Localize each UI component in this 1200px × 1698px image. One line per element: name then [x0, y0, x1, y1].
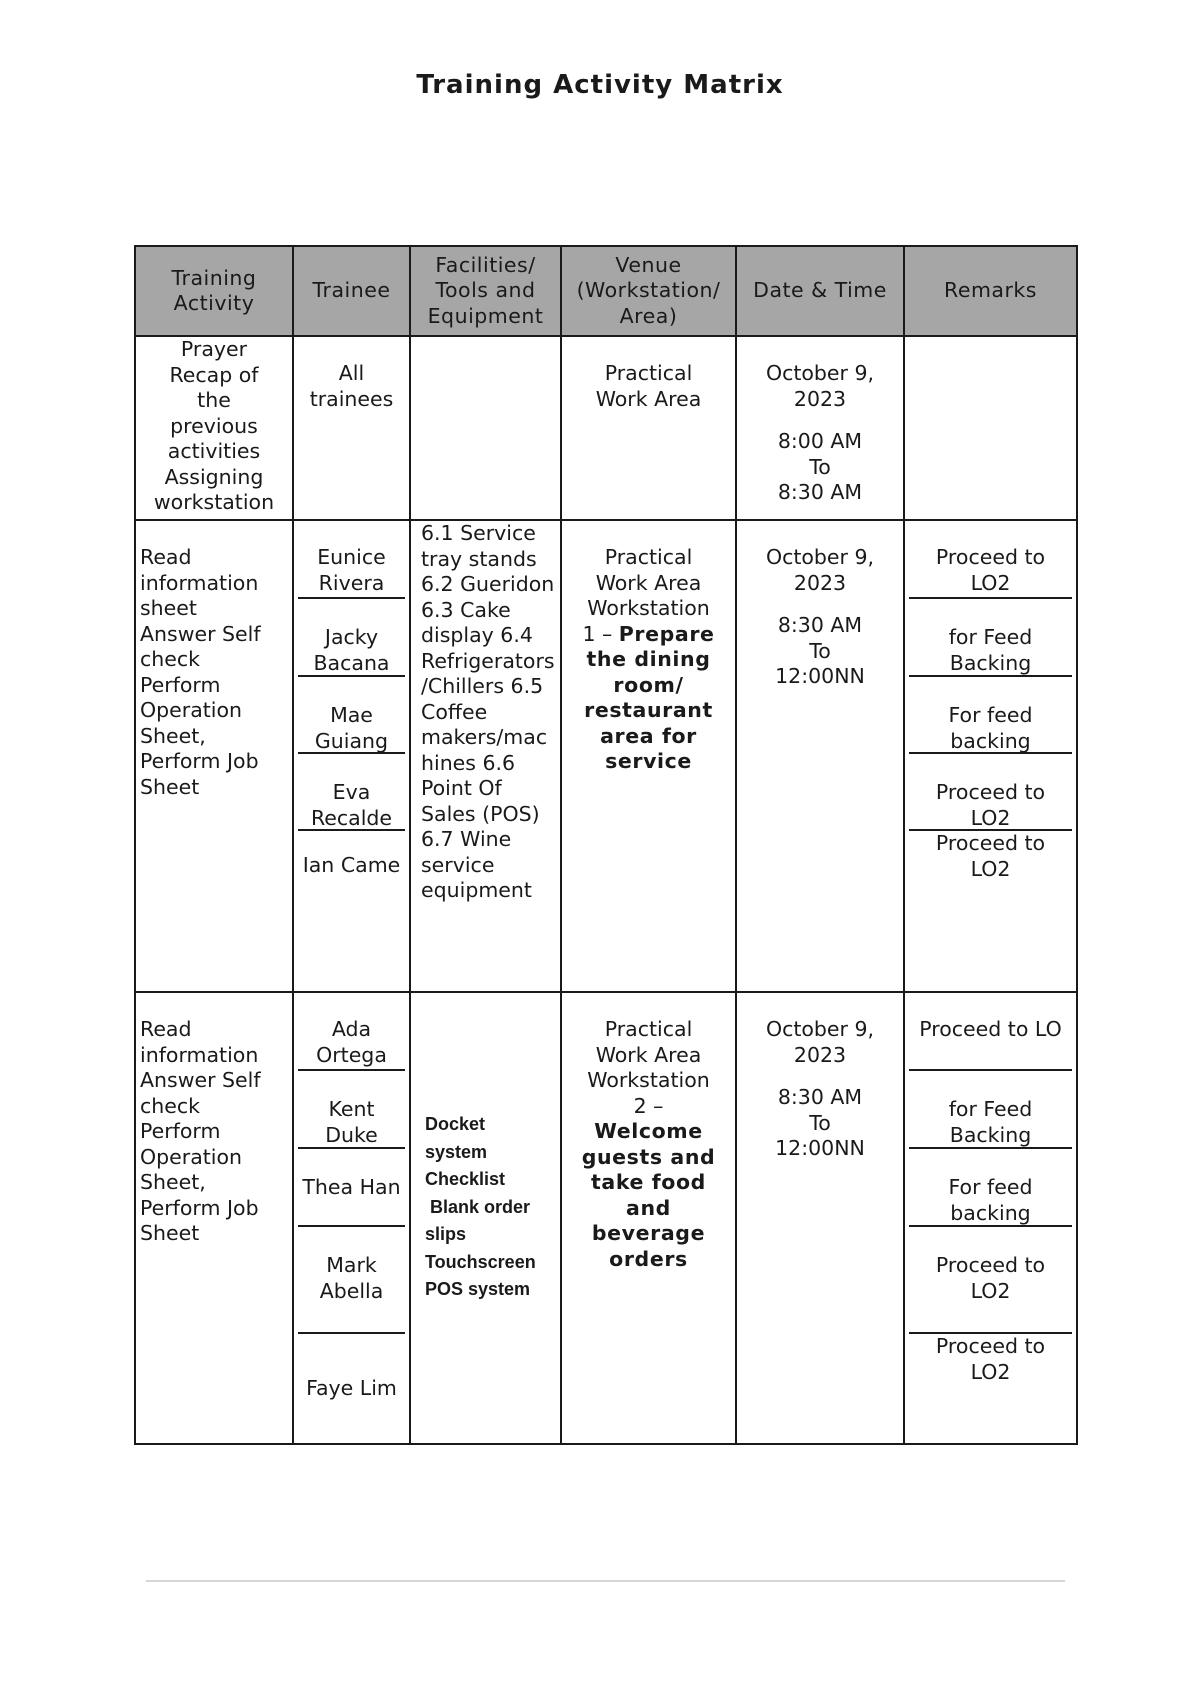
- activity-line: check: [140, 1093, 201, 1118]
- remark-item: Proceed to LO2: [909, 754, 1072, 831]
- activity-cell: [135, 336, 293, 520]
- activity-line: Answer Self: [140, 1068, 261, 1092]
- activity-line: Operation: [140, 1144, 243, 1169]
- time-start: 8:00 AM: [777, 429, 863, 453]
- date-time-cell: [736, 336, 904, 520]
- trainee-name: Kent Duke: [298, 1071, 405, 1149]
- trainee-name: Mark Abella: [298, 1227, 405, 1334]
- venue-line: Workstation: [587, 1068, 710, 1092]
- activity-line: Assigning: [164, 464, 264, 489]
- activity-line: Sheet,: [140, 723, 206, 748]
- facilities-cell: 6.1 Service tray stands 6.2 Gueridon 6.3 Cake display 6.4 Refrigerators/Chillers 6.5 Coffee makers/machines 6.6 Point Of Sales (POS) 6.7 Wine service equipment: [410, 520, 561, 992]
- activity-line: sheet: [140, 596, 197, 620]
- remark-item: For feed backing: [909, 1149, 1072, 1227]
- remark-item: for Feed Backing: [909, 1071, 1072, 1149]
- activity-line: Read: [140, 1017, 192, 1041]
- facility-line: Blank order: [425, 1196, 531, 1217]
- facility-line: Touchscreen: [425, 1251, 536, 1272]
- time-to: To: [809, 1110, 831, 1135]
- header-trainee: Trainee: [293, 246, 410, 336]
- page-title: Training Activity Matrix: [416, 70, 784, 100]
- trainee-name: Mae Guiang: [298, 677, 405, 754]
- trainee-name: trainees: [309, 386, 394, 411]
- date-time-cell: [736, 992, 904, 1444]
- venue-line: Work Area: [595, 386, 702, 411]
- activity-line: previous: [170, 413, 258, 438]
- activity-line: Operation: [140, 698, 243, 722]
- header-remarks: Remarks: [904, 246, 1077, 336]
- trainee-name: Faye Lim: [306, 1375, 397, 1400]
- activity-line: Perform: [140, 1119, 221, 1143]
- venue-cell: [561, 992, 736, 1444]
- date-text: October 9, 2023: [765, 361, 875, 411]
- remarks-cell: [904, 336, 1077, 520]
- facility-line: Docket: [425, 1114, 486, 1134]
- facility-line: Checklist: [425, 1169, 506, 1189]
- activity-line: Perform Job: [140, 1195, 259, 1220]
- time-start: 8:30 AM: [777, 1085, 863, 1109]
- footer-divider: [146, 1580, 1065, 1582]
- remark-item: Proceed to LO2: [935, 831, 1046, 881]
- trainee-cell: [293, 336, 410, 520]
- header-facilities: Facilities/ Tools and Equipment: [410, 246, 561, 336]
- date-time-cell: [736, 520, 904, 992]
- trainee-cell: [293, 992, 410, 1444]
- activity-line: activities: [167, 439, 261, 463]
- venue-line: Practical: [604, 361, 693, 385]
- activity-line: Perform Job: [140, 749, 259, 773]
- time-end: 8:30 AM: [777, 480, 863, 504]
- time-to: To: [809, 454, 831, 479]
- activity-line: information: [140, 570, 259, 595]
- trainee-name: Thea Han: [298, 1149, 405, 1227]
- venue-line: Practical: [604, 1017, 693, 1041]
- trainee-name: Ada Ortega: [298, 993, 405, 1071]
- table-row: [135, 336, 1077, 520]
- facility-line: system: [425, 1141, 488, 1162]
- activity-line: Recap of: [169, 362, 259, 387]
- venue-task: Welcome guests and take food and beverage orders: [581, 1119, 716, 1271]
- venue-number: 1 –: [582, 621, 619, 646]
- activity-line: Read: [140, 545, 192, 569]
- activity-line: Prayer: [180, 337, 248, 361]
- facilities-cell: [410, 336, 561, 520]
- trainee-name: All: [338, 361, 365, 385]
- remarks-cell: [904, 520, 1077, 992]
- trainee-cell: [293, 520, 410, 992]
- trainee-name: Eunice Rivera: [298, 521, 405, 599]
- header-venue: Venue (Workstation/ Area): [561, 246, 736, 336]
- trainee-name: Jacky Bacana: [298, 599, 405, 677]
- remark-item: Proceed to LO2: [909, 1227, 1072, 1334]
- date-text: October 9, 2023: [765, 545, 875, 595]
- activity-cell: [135, 992, 293, 1444]
- activity-line: information: [140, 1042, 259, 1067]
- activity-line: Sheet,: [140, 1170, 206, 1194]
- venue-line: Practical: [604, 545, 693, 569]
- remark-item: Proceed to LO2: [909, 521, 1072, 599]
- facility-line: POS system: [425, 1279, 531, 1299]
- time-to: To: [809, 638, 831, 663]
- venue-cell: [561, 520, 736, 992]
- remark-item: Proceed to LO2: [935, 1334, 1046, 1384]
- time-end: 12:00NN: [775, 1136, 865, 1160]
- activity-line: Sheet: [140, 1221, 200, 1245]
- activity-line: Sheet: [140, 774, 200, 799]
- date-text: October 9, 2023: [765, 1017, 875, 1067]
- trainee-name: Ian Came: [302, 853, 401, 877]
- activity-cell: [135, 520, 293, 992]
- remark-item: Proceed to LO: [909, 993, 1072, 1071]
- remark-item: for Feed Backing: [909, 599, 1072, 677]
- venue-line: Work Area: [595, 570, 702, 595]
- venue-line: Workstation: [587, 596, 710, 620]
- remarks-cell: [904, 992, 1077, 1444]
- facility-line: slips: [425, 1224, 467, 1244]
- venue-cell: [561, 336, 736, 520]
- header-date-time: Date & Time: [736, 246, 904, 336]
- activity-line: the: [197, 388, 231, 412]
- time-start: 8:30 AM: [777, 613, 863, 637]
- facilities-cell: [410, 992, 561, 1444]
- venue-line: Work Area: [595, 1042, 702, 1067]
- activity-line: workstation: [153, 490, 275, 514]
- time-end: 12:00NN: [775, 664, 865, 688]
- training-matrix-table: [134, 245, 1078, 1445]
- remark-item: For feed backing: [909, 677, 1072, 754]
- header-training-activity: Training Activity: [135, 246, 293, 336]
- activity-line: Perform: [140, 672, 221, 697]
- venue-task: Prepare the dining room/ restaurant area for service: [584, 621, 715, 773]
- table-row: [135, 992, 1077, 1444]
- activity-line: check: [140, 647, 201, 671]
- table-row: [135, 520, 1077, 992]
- venue-line: 2 –: [633, 1093, 664, 1118]
- activity-line: Answer Self: [140, 621, 261, 646]
- table-header-row: [135, 246, 1077, 336]
- trainee-name: Eva Recalde: [298, 754, 405, 831]
